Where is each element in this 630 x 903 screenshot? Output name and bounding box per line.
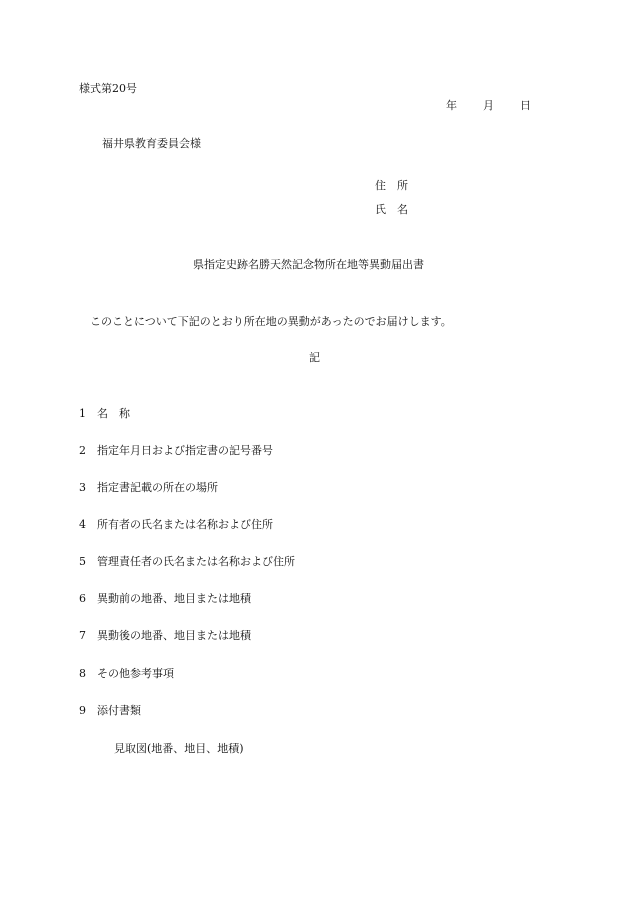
addressee: 福井県教育委員会様: [102, 137, 201, 150]
name-label-char-2: 名: [397, 203, 408, 216]
list-item: [79, 593, 251, 604]
item-label: その他参考事項: [97, 667, 174, 680]
list-item: [79, 668, 174, 679]
month-label: 月: [483, 99, 494, 112]
list-item: [79, 519, 273, 530]
item-number: 1: [79, 407, 86, 420]
item-number: 7: [79, 629, 86, 642]
attachment-item: 見取図(地番、地目、地積): [114, 742, 244, 755]
list-item: [79, 630, 251, 641]
item-label-char-2: 称: [119, 407, 130, 420]
list-item: [79, 482, 218, 493]
item-label: 添付書類: [97, 704, 141, 717]
name-label-char-1: 氏: [375, 203, 386, 216]
ki-heading: 記: [309, 351, 320, 364]
item-number: 8: [79, 667, 86, 680]
item-label-char-1: 名: [97, 407, 108, 420]
address-label-char-1: 住: [375, 179, 386, 192]
item-label: 異動後の地番、地目または地積: [97, 629, 251, 642]
item-label: 指定年月日および指定書の記号番号: [97, 444, 273, 457]
item-label: 管理責任者の氏名または名称および住所: [97, 555, 295, 568]
item-number: 2: [79, 444, 86, 457]
applicant-name-label: [375, 204, 408, 215]
document-title: 県指定史跡名勝天然記念物所在地等異動届出書: [193, 258, 424, 271]
intro-text: このことについて下記のとおり所在地の異動があったのでお届けします。: [90, 315, 452, 328]
applicant-address-label: [375, 180, 408, 191]
list-item: [79, 408, 130, 419]
item-label: 指定書記載の所在の場所: [97, 481, 218, 494]
list-item: [79, 705, 141, 716]
item-number: 9: [79, 704, 86, 717]
item-label: 異動前の地番、地目または地積: [97, 592, 251, 605]
address-label-char-2: 所: [397, 179, 408, 192]
day-label: 日: [520, 99, 531, 112]
item-number: 6: [79, 592, 86, 605]
year-label: 年: [446, 99, 457, 112]
item-label: 所有者の氏名または名称および住所: [97, 518, 273, 531]
item-number: 3: [79, 481, 86, 494]
date-line: [446, 100, 531, 111]
item-number: 5: [79, 555, 86, 568]
list-item: [79, 556, 295, 567]
list-item: [79, 445, 273, 456]
form-number: 様式第20号: [79, 82, 137, 95]
item-number: 4: [79, 518, 86, 531]
